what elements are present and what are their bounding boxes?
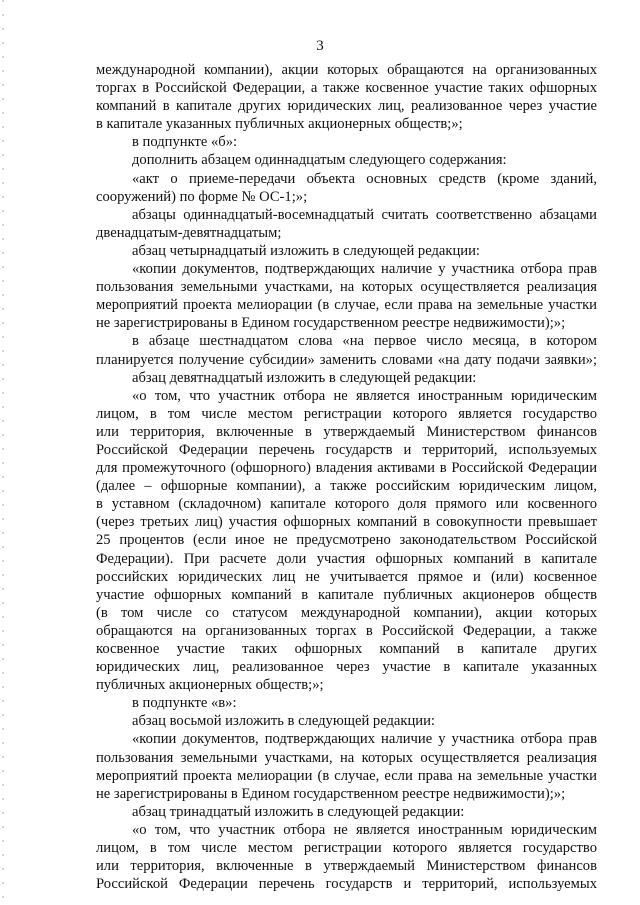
text-line: двенадцатым-девятнадцатым;: [96, 224, 282, 241]
text-line: «копии документов, подтверждающих наличие у участника отбора прав: [132, 731, 597, 748]
text-line: пользования земельными участками, на которых осуществляется реализация: [96, 279, 597, 296]
text-line: Российской Федерации перечень государств и территорий, используемых: [96, 876, 597, 893]
text-line: участие офшорных компаний в капитале публичных акционеров обществ: [96, 586, 597, 603]
text-line: (через третьих лиц) участия офшорных компаний в совокупности превышает: [96, 514, 597, 531]
text-line: лицом, в том числе местом регистрации которого является государство: [96, 840, 597, 857]
text-line: мероприятий проекта мелиорации (в случае, если права на земельные участки: [96, 767, 597, 784]
scan-margin-marks: [2, 0, 4, 905]
text-line: «копии документов, подтверждающих наличие у участника отбора прав: [132, 261, 597, 278]
text-line: «о том, что участник отбора не является иностранным юридическим: [132, 821, 597, 838]
text-line: в уставном (складочном) капитале которого доля прямого или косвенного: [96, 496, 597, 513]
text-line: дополнить абзацем одиннадцатым следующего содержания:: [132, 152, 507, 169]
page-number: 3: [316, 38, 324, 54]
text-line: абзац четырнадцатый изложить в следующей редакции:: [132, 242, 480, 259]
text-line: российских юридических лиц не учитывается прямое и (или) косвенное: [96, 568, 597, 585]
text-line: пользования земельными участками, на которых осуществляется реализация: [96, 749, 597, 766]
text-line: или территория, включенные в утверждаемый Министерством финансов: [96, 423, 597, 440]
text-line: не зарегистрированы в Едином государственном реестре недвижимости);»;: [96, 315, 566, 332]
text-line: обращаются на организованных торгах в Российской Федерации, а также: [96, 622, 597, 639]
text-line: сооружений) по форме № ОС-1;»;: [96, 188, 308, 205]
text-line: абзацы одиннадцатый-восемнадцатый считать соответственно абзацами: [132, 206, 597, 223]
text-line: публичных акционерных обществ;»;: [96, 677, 324, 694]
text-line: абзац восьмой изложить в следующей редакции:: [132, 713, 435, 730]
text-line: или территория, включенные в утверждаемый Министерством финансов: [96, 858, 597, 875]
text-line: (в том числе со статусом международной компании), акции которых: [96, 604, 597, 621]
text-line: международной компании), акции которых обращаются на организованных: [96, 62, 597, 78]
text-line: в подпункте «в»:: [132, 695, 237, 712]
text-line: лицом, в том числе местом регистрации которого является государство: [96, 405, 597, 422]
text-line: абзац тринадцатый изложить в следующей редакции:: [132, 803, 465, 820]
text-line: в капитале указанных публичных акционерных обществ;»;: [96, 116, 463, 133]
text-line: 25 процентов (если иное не предусмотрено законодательством Российской: [96, 532, 597, 549]
text-line: (далее – офшорные компании), а также российским юридическим лицом,: [96, 478, 597, 495]
text-line: Федерации). При расчете доли участия офшорных компаний в капитале: [96, 550, 597, 567]
text-line: планируется получение субсидии» заменить словами «на дату подачи заявки»;: [96, 351, 597, 368]
text-line: косвенное участие таких офшорных компаний в капитале других: [96, 641, 597, 657]
text-line: в абзаце шестнадцатом слова «на первое число месяца, в котором: [132, 333, 597, 350]
document-body: [96, 61, 597, 893]
text-line: мероприятий проекта мелиорации (в случае, если права на земельные участки: [96, 297, 597, 314]
text-line: в подпункте «б»:: [132, 134, 238, 151]
text-line: «о том, что участник отбора не является иностранным юридическим: [132, 387, 597, 404]
text-line: торгах в Российской Федерации, а также косвенное участие таких офшорных: [96, 80, 597, 97]
text-line: компаний в капитале других юридических лиц, реализованное через участие: [96, 98, 597, 115]
text-line: для промежуточного (офшорного) владения активами в Российской Федерации: [96, 460, 597, 477]
text-line: не зарегистрированы в Едином государственном реестре недвижимости);»;: [96, 785, 566, 802]
text-line: Российской Федерации перечень государств и территорий, используемых: [96, 441, 597, 458]
text-line: «акт о приеме-передачи объекта основных средств (кроме зданий,: [132, 170, 597, 187]
text-line: абзац девятнадцатый изложить в следующей редакции:: [132, 369, 477, 386]
text-line: юридических лиц, реализованное через участие в капитале указанных: [96, 659, 597, 676]
